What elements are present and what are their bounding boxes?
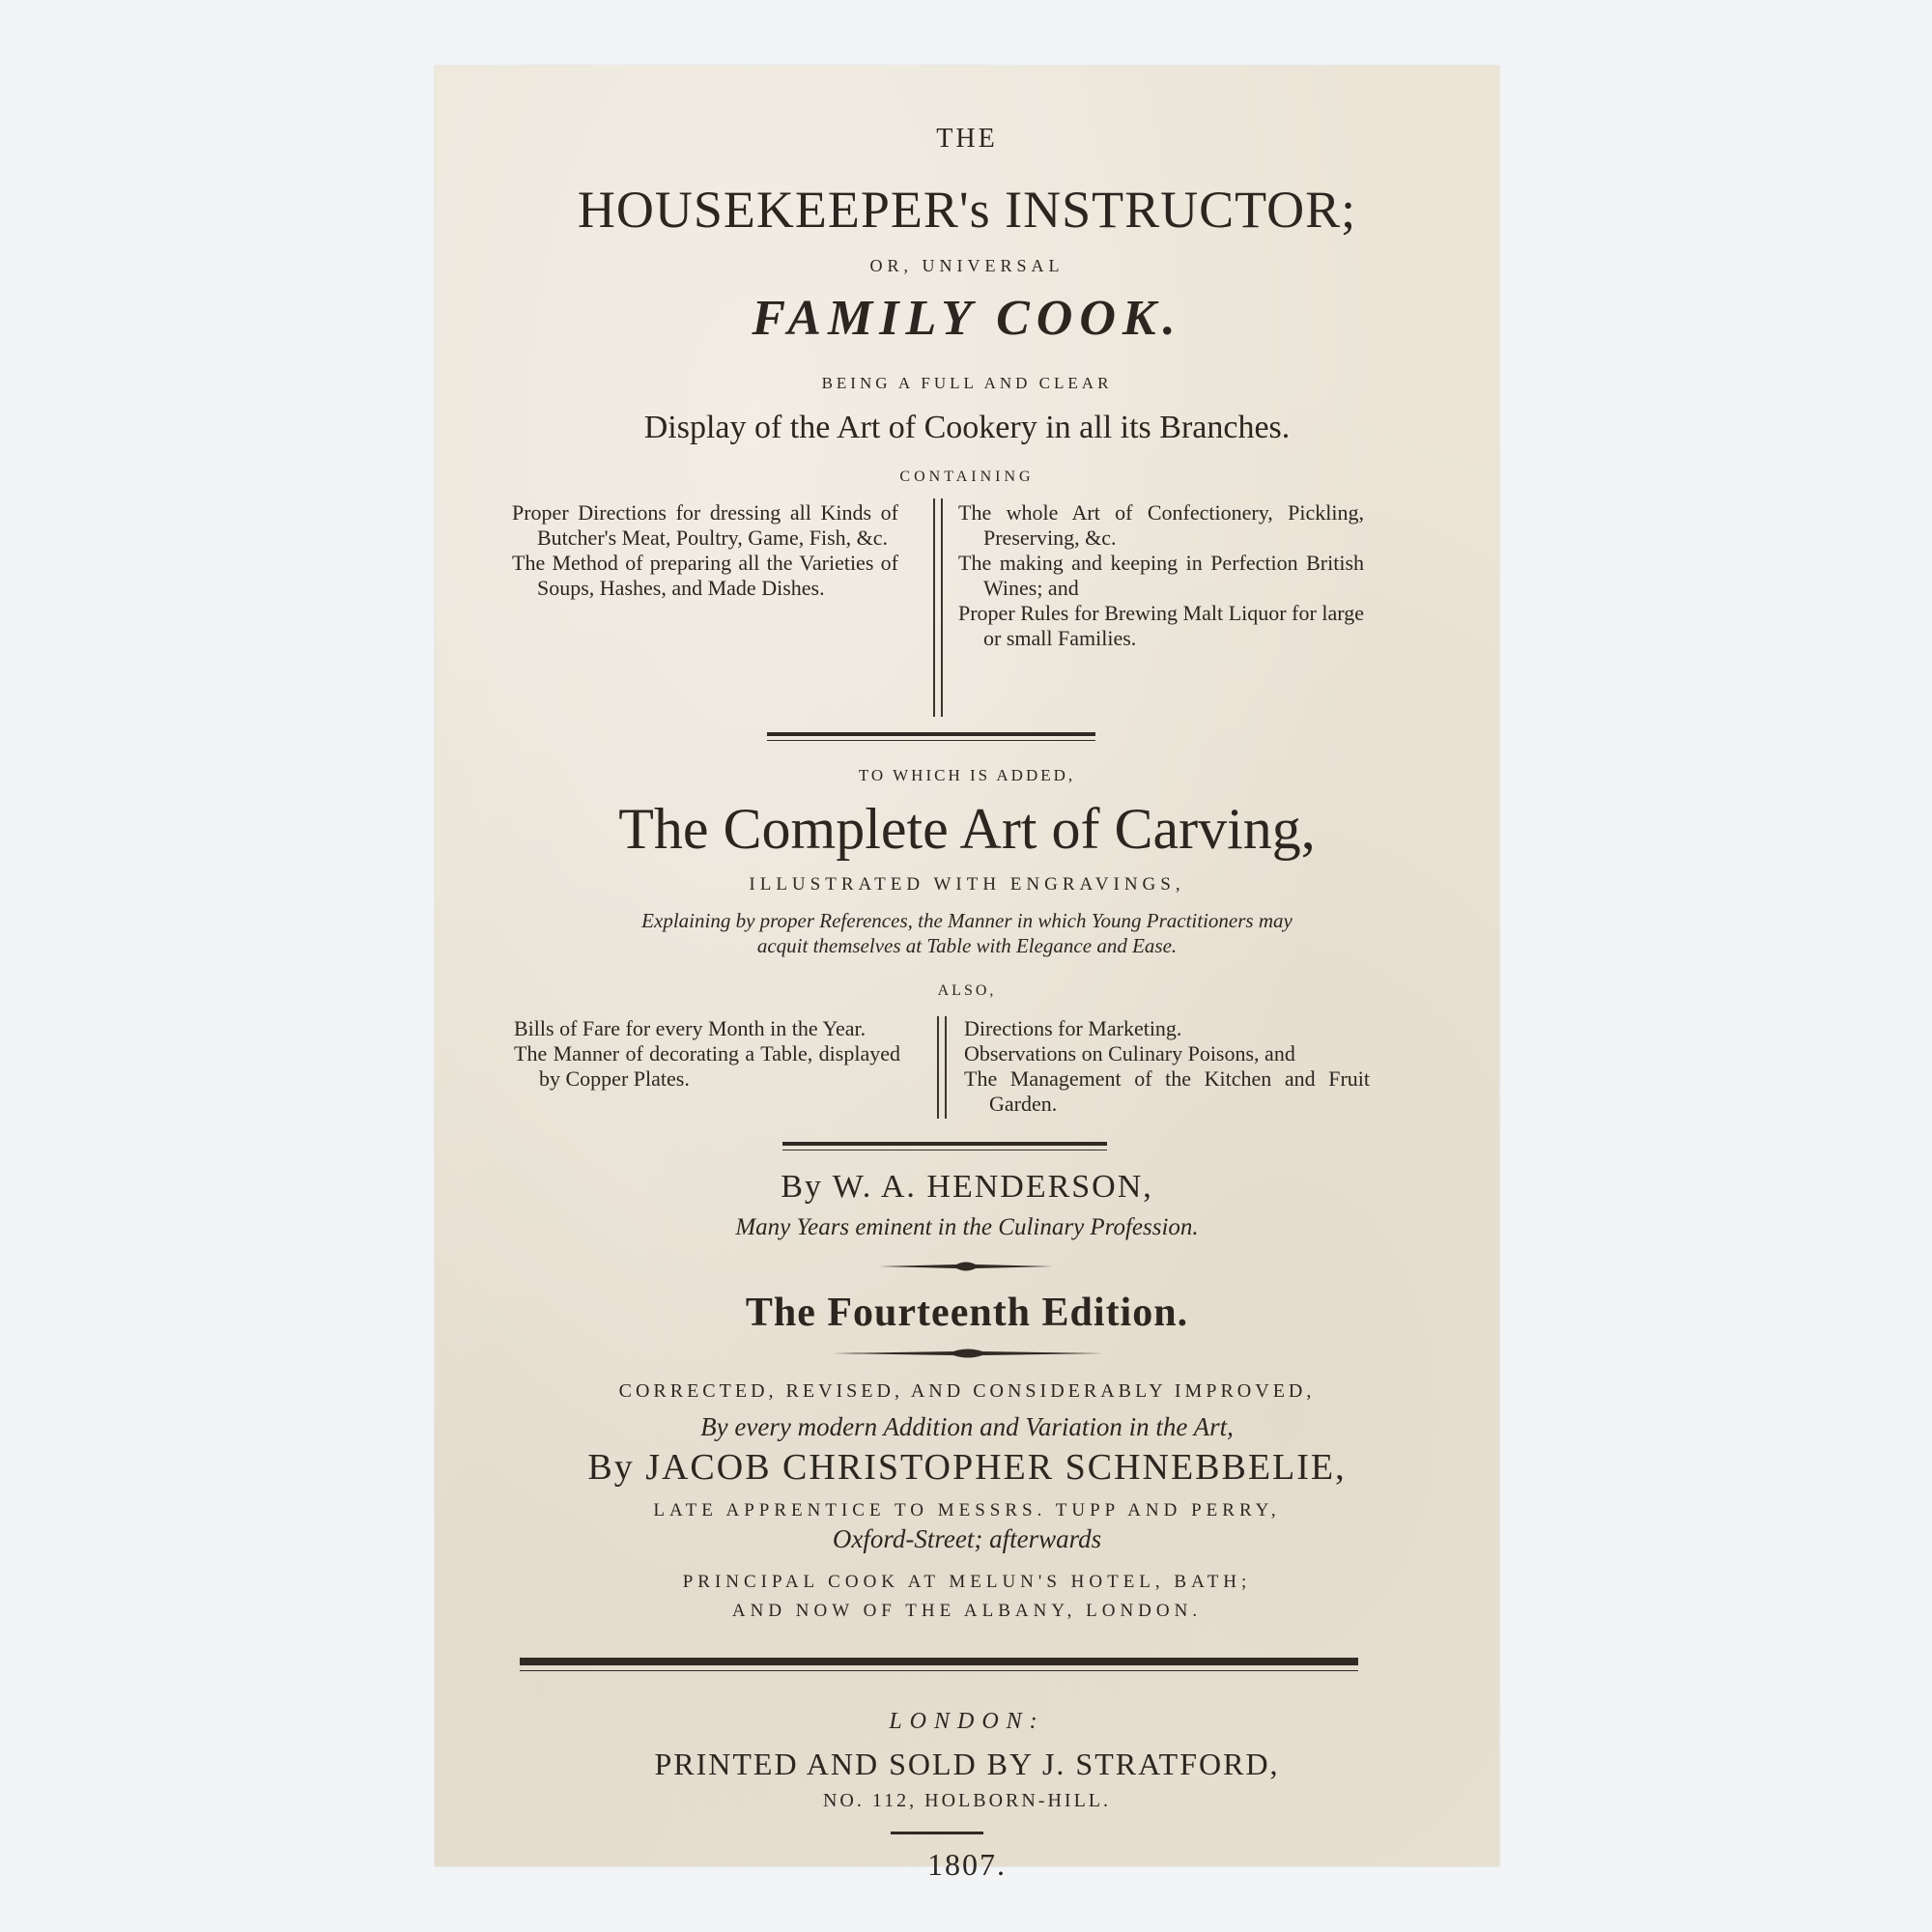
also-left-item: Bills of Fare for every Month in the Year. [514, 1016, 867, 1040]
imprint-rule-thin [520, 1670, 1358, 1671]
contents-right-item: The making and keeping in Perfection British Wines; and [958, 551, 1364, 600]
section-rule-thin [782, 1150, 1107, 1151]
title-the: THE [936, 124, 998, 154]
corrected-line: CORRECTED, REVISED, AND CONSIDERABLY IMPROVED, [618, 1380, 1316, 1402]
contents-right-item: Proper Rules for Brewing Malt Liquor for large or small Families. [958, 601, 1364, 650]
contents-left-column [512, 500, 898, 601]
late-apprentice-line: LATE APPRENTICE TO MESSRS. TUPP AND PERRY, [653, 1500, 1281, 1520]
family-cook-title: FAMILY COOK. [752, 291, 1182, 346]
also-left-item: The Manner of decorating a Table, displayed by Copper Plates. [514, 1041, 900, 1091]
also-left-column [514, 1016, 900, 1092]
section-rule [782, 1142, 1107, 1146]
reviser-line: By JACOB CHRISTOPHER SCHNEBBELIE, [587, 1447, 1347, 1488]
carving-title: The Complete Art of Carving, [618, 797, 1316, 861]
to-which-added: TO WHICH IS ADDED, [858, 766, 1076, 784]
edition-line: The Fourteenth Edition. [745, 1291, 1189, 1335]
display-line: Display of the Art of Cookery in all its Branches. [643, 410, 1291, 445]
also-right-item: Directions for Marketing. [964, 1016, 1182, 1040]
principal-cook-line: PRINCIPAL COOK AT MELUN'S HOTEL, BATH; [682, 1572, 1252, 1592]
also-column-divider [937, 1016, 947, 1119]
subtitle-or-universal: OR, UNIVERSAL [869, 256, 1065, 275]
also-label: ALSO, [937, 982, 997, 999]
title-page [435, 66, 1499, 1882]
author-line: By W. A. HENDERSON, [781, 1169, 1153, 1205]
section-rule [767, 732, 1095, 736]
section-rule-thin [767, 740, 1095, 741]
contents-right-column [958, 500, 1364, 651]
contents-right-item: The whole Art of Confectionery, Pickling, Preserving, &c. [958, 500, 1364, 550]
contents-column-divider [933, 498, 943, 717]
also-right-item: Observations on Culinary Poisons, and [964, 1041, 1295, 1065]
imprint-city: LONDON: [889, 1709, 1045, 1734]
oxford-street-line: Oxford-Street; afterwards [832, 1524, 1102, 1553]
year-rule [891, 1832, 983, 1834]
imprint-year: 1807. [927, 1847, 1007, 1882]
also-right-item: The Management of the Kitchen and Fruit Garden. [964, 1066, 1370, 1116]
main-title: HOUSEKEEPER's INSTRUCTOR; [577, 181, 1357, 239]
imprint-rule [520, 1658, 1358, 1665]
ornamental-dash [879, 1260, 1053, 1273]
explaining-line-1: Explaining by proper References, the Manner in which Young Practitioners may [641, 909, 1293, 932]
by-every-line: By every modern Addition and Variation in the Art, [700, 1412, 1234, 1441]
albany-line: AND NOW OF THE ALBANY, LONDON. [731, 1601, 1203, 1621]
being-line: BEING A FULL AND CLEAR [821, 374, 1113, 392]
containing-label: CONTAINING [899, 469, 1035, 485]
contents-left-item: Proper Directions for dressing all Kinds of Butcher's Meat, Poultry, Game, Fish, &c. [512, 500, 898, 550]
illustrated-line: ILLUSTRATED WITH ENGRAVINGS, [749, 874, 1185, 895]
explaining-line-2: acquit themselves at Table with Elegance and Ease. [756, 934, 1178, 957]
imprint-printer: PRINTED AND SOLD BY J. STRATFORD, [654, 1747, 1280, 1781]
imprint-address: NO. 112, HOLBORN-HILL. [822, 1790, 1111, 1811]
author-description: Many Years eminent in the Culinary Profession. [735, 1214, 1199, 1240]
ornamental-dash [833, 1347, 1103, 1360]
contents-left-item: The Method of preparing all the Varieties of Soups, Hashes, and Made Dishes. [512, 551, 898, 600]
also-right-column [964, 1016, 1370, 1117]
